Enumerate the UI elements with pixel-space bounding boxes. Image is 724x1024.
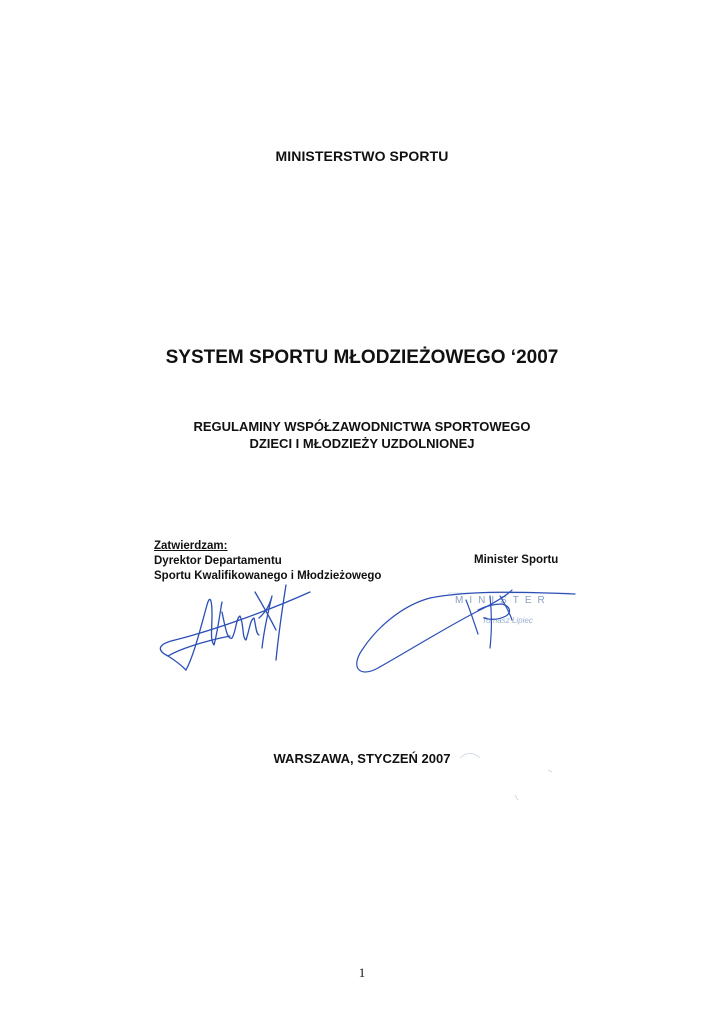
- stamp-name-text: Tomasz Lipiec: [482, 616, 533, 625]
- director-signature: [160, 585, 310, 670]
- ministry-heading: MINISTERSTWO SPORTU: [275, 148, 449, 164]
- stamp-title-text: MINISTER: [455, 595, 551, 606]
- minister-title: Minister Sportu: [474, 554, 559, 566]
- document-title: SYSTEM SPORTU MŁODZIEŻOWEGO ‘2007: [165, 347, 559, 368]
- page-number: 1: [358, 965, 366, 980]
- document-subtitle: [0, 418, 724, 452]
- minister-signature: [357, 590, 575, 672]
- approver-title-line-2: Sportu Kwalifikowanego i Młodzieżowego: [154, 570, 382, 582]
- place-and-date: WARSZAWA, STYCZEŃ 2007: [273, 751, 451, 766]
- approval-heading: Zatwierdzam:: [154, 540, 228, 552]
- approver-title-line-1: Dyrektor Departamentu: [154, 555, 282, 567]
- minister-stamp: [448, 593, 570, 625]
- subtitle-line-1: REGULAMINY WSPÓŁZAWODNICTWA SPORTOWEGO: [193, 419, 531, 434]
- approval-block: [154, 539, 381, 584]
- subtitle-line-2: DZIECI I MŁODZIEŻY UZDOLNIONEJ: [249, 436, 475, 451]
